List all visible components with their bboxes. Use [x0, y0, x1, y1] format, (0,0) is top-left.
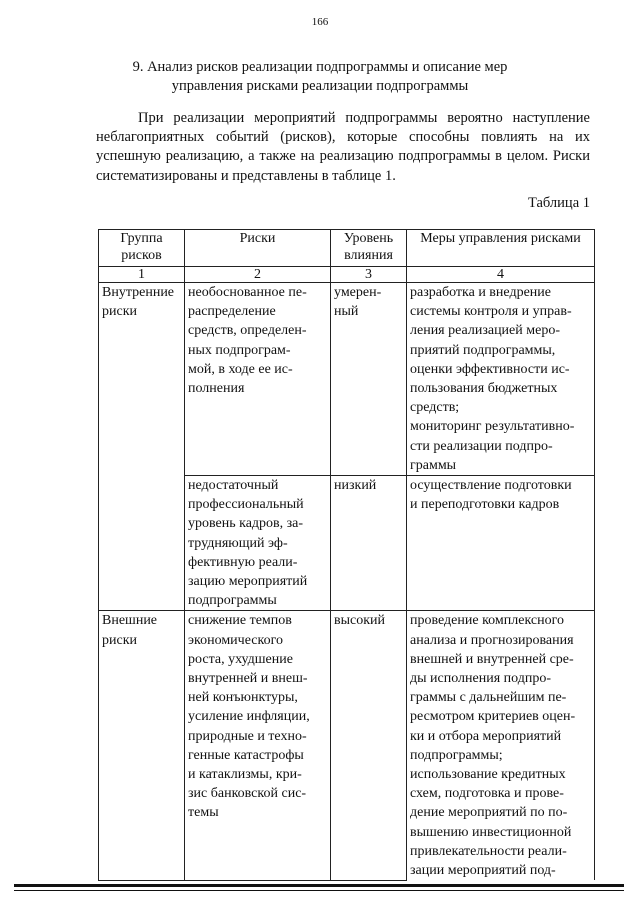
header-level: Уровень влияния: [331, 230, 407, 267]
column-number: 2: [185, 267, 331, 283]
bottom-rule-thin: [14, 890, 624, 891]
risk-group-cell: Внешние риски: [99, 611, 185, 880]
risk-group-cell: Внутренние риски: [99, 283, 185, 611]
column-number: 3: [331, 267, 407, 283]
table-row: [99, 611, 595, 880]
measures-cell: разработка и внедрение системы контроля и управ- ления реализацией меро- приятий подпрограммы, оценки эффективности ис- пользования бюджетных средств; мониторинг результативно- сти реализации подпро- граммы: [407, 283, 595, 476]
risk-cell: недостаточный профессиональный уровень кадров, за- трудняющий эф- фективную реали- зацию мероприятий подпрограммы: [185, 476, 331, 611]
column-number: 1: [99, 267, 185, 283]
bottom-rule-thick: [14, 884, 624, 887]
table-row: [99, 283, 595, 476]
column-number-row: [99, 267, 595, 283]
table-caption: Таблица 1: [527, 195, 590, 211]
header-risks: Риски: [185, 230, 331, 267]
risk-table: [98, 229, 595, 881]
header-measures: Меры управления рисками: [407, 230, 595, 267]
level-cell: высокий: [331, 611, 407, 880]
intro-paragraph: При реализации мероприятий подпрограммы вероятно наступление неблагоприятных событий (рисков), которые способны повлиять на их успешную реализацию, а также на реализацию подпрограммы в целом. Риски систематизированы и представлены в таблице 1.: [96, 110, 590, 184]
heading-line-1: 9. Анализ рисков реализации подпрограммы и описание мер: [132, 59, 508, 75]
heading-line-2: управления рисками реализации подпрограммы: [171, 78, 469, 94]
header-group: Группа рисков: [99, 230, 185, 267]
table-header-row: [99, 230, 595, 267]
risk-cell: снижение темпов экономического роста, ухудшение внутренней и внеш- ней конъюнктуры, усиление инфляции, природные и техно- генные катастрофы и катаклизмы, кри- зис банковской сис- темы: [185, 611, 331, 880]
risk-cell: необоснованное пе- распределение средств, определен- ных подпрограм- мой, в ходе ее ис- полнения: [185, 283, 331, 476]
section-heading: [70, 58, 570, 96]
level-cell: умерен- ный: [331, 283, 407, 476]
column-number: 4: [407, 267, 595, 283]
level-cell: низкий: [331, 476, 407, 611]
measures-cell: осуществление подготовки и переподготовки кадров: [407, 476, 595, 611]
page-number: 166: [311, 16, 329, 28]
measures-cell: проведение комплексного анализа и прогнозирования внешней и внутренней сре- ды исполнения подпро- граммы с дальнейшим пе- ресмотром критериев оцен- ки и отбора мероприятий подпрограммы; использование кредитных схем, подготовка и прове- дение мероприятий по по- вышению инвестиционной привлекательности реали- зации мероприятий под-: [407, 611, 595, 880]
